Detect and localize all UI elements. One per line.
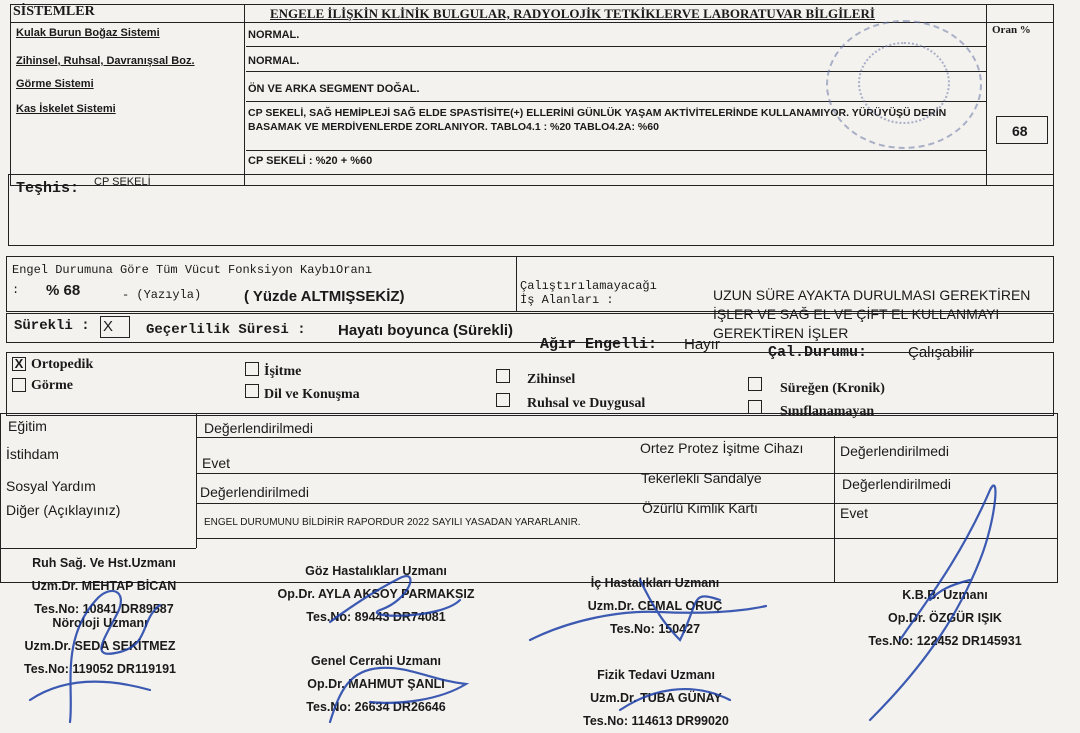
- row-line-4: [246, 150, 986, 151]
- service-value-employment: Evet: [202, 455, 231, 471]
- service-label-employment: İstihdam: [6, 446, 59, 462]
- signature-reg: Tes.No: 26634 DR26646: [306, 700, 446, 714]
- severe-value: Hayır: [684, 336, 720, 353]
- system-name-kbb: Kulak Burun Boğaz Sistemi: [16, 27, 160, 39]
- system-name-musculoskeletal: Kas İskelet Sistemi: [16, 103, 116, 115]
- signature-title: Nöroloji Uzmanı: [52, 616, 148, 630]
- signature-block-kbb: [850, 584, 1040, 653]
- label-siniflanamayan: Sınıflanamayan: [780, 404, 875, 419]
- loss-words: ( Yüzde ALTMIŞSEKİZ): [244, 288, 405, 305]
- signature-reg: Tes.No: 10841 DR89587: [34, 602, 174, 616]
- finding-kbb: NORMAL.: [248, 29, 300, 41]
- label-suregen: Süreğen (Kronik): [780, 381, 885, 396]
- cp-summary: CP SEKELİ : %20 + %60: [248, 155, 373, 167]
- unworkable-label-2: İş Alanları :: [520, 293, 614, 307]
- checkbox-ruhsal[interactable]: [496, 393, 510, 407]
- service-value-education: Değerlendirilmedi: [204, 420, 313, 436]
- validity-value: Hayatı boyunca (Sürekli): [338, 322, 514, 339]
- aids-divider: [834, 436, 835, 583]
- signature-block-physical: [566, 664, 746, 733]
- loss-dash-words: - (Yazıyla): [122, 288, 202, 302]
- services-line-3: [196, 503, 1058, 504]
- loss-label: Engel Durumuna Göre Tüm Vücut Fonksiyon KaybıOranı: [12, 263, 373, 277]
- checkbox-ortopedik[interactable]: X: [12, 357, 26, 371]
- work-value: Çalışabilir: [908, 344, 974, 361]
- official-stamp-inner: [858, 42, 950, 124]
- finding-vision: ÖN VE ARKA SEGMENT DOĞAL.: [248, 83, 420, 95]
- aid-label-orthosis: Ortez Protez İşitme Cihazı: [640, 440, 804, 456]
- signature-name: Uzm.Dr. TUBA GÜNAY: [590, 691, 722, 705]
- system-name-psych: Zihinsel, Ruhsal, Davranışsal Boz.: [16, 55, 195, 67]
- service-label-education: Eğitim: [8, 418, 47, 434]
- aid-value-idcard: Evet: [840, 505, 869, 521]
- aid-value-wheelchair: Değerlendirilmedi: [842, 476, 951, 492]
- signature-title: Fizik Tedavi Uzmanı: [597, 668, 715, 682]
- unworkable-value: UZUN SÜRE AYAKTA DURULMASI GEREKTİREN İŞLER VE SAĞ EL VE ÇİFT EL KULLANMAYI GEREKTİREN İŞLER: [713, 287, 1031, 341]
- checkbox-siniflanamayan[interactable]: [748, 400, 762, 414]
- label-ortopedik: Ortopedik: [31, 357, 94, 372]
- checkbox-dil[interactable]: [245, 384, 259, 398]
- finding-musculoskeletal: CP SEKELİ, SAĞ HEMİPLEJİ SAĞ ELDE SPASTİSİTE(+) ELLERİNİ GÜNLÜK YAŞAM AKTİVİTELERİNDE KULLANAMIYOR. YÜRÜYÜŞÜ DERİN BASAMAK VE MERDİVENLERDE ZORLANIYOR. TABLO4.1 : %20 TABLO4.2A: %60: [248, 107, 947, 133]
- service-value-social: Değerlendirilmedi: [200, 484, 309, 500]
- scribble-neurology: [30, 682, 150, 700]
- findings-title: ENGELE İLİŞKİN KLİNİK BULGULAR, RADYOLOJİK TETKİKLERVE LABORATUVAR BİLGİLERİ: [270, 6, 875, 21]
- signature-name: Op.Dr. AYLA AKSOY PARMAKSIZ: [277, 587, 475, 601]
- validity-label: Geçerlilik Süresi :: [146, 322, 306, 338]
- signature-block-ophthalmology: [266, 560, 486, 629]
- signature-title: Ruh Sağ. Ve Hst.Uzmanı: [32, 556, 176, 570]
- signature-reg: Tes.No: 114613 DR99020: [583, 714, 729, 728]
- signature-name: Uzm.Dr. MEHTAP BİCAN: [31, 579, 177, 593]
- label-ruhsal: Ruhsal ve Duygusal: [527, 396, 646, 411]
- signature-title: K.B.B. Uzmanı: [902, 588, 988, 602]
- services-divider: [196, 413, 197, 548]
- signature-reg: Tes.No: 122452 DR145931: [868, 634, 1022, 648]
- loss-divider: [516, 256, 517, 312]
- signature-block-neurology: [0, 612, 200, 681]
- work-label: Çal.Durumu:: [768, 344, 868, 361]
- permanent-mark: X: [103, 318, 114, 335]
- signature-reg: Tes.No: 89443 DR74081: [306, 610, 446, 624]
- services-line-5: [0, 548, 196, 549]
- aid-label-idcard: Özürlü Kimlik Kartı: [642, 500, 758, 516]
- signature-block-internal: [570, 572, 740, 641]
- checkbox-gorme[interactable]: [12, 378, 26, 392]
- signature-reg: Tes.No: 150427: [609, 622, 701, 636]
- label-isitme: İşitme: [264, 364, 302, 379]
- diagnosis-box: [8, 174, 1054, 246]
- checkbox-suregen[interactable]: [748, 377, 762, 391]
- signature-title: Göz Hastalıkları Uzmanı: [305, 564, 447, 578]
- checkbox-isitme[interactable]: [245, 362, 259, 376]
- finding-psych: NORMAL.: [248, 55, 300, 67]
- signature-title: Genel Cerrahi Uzmanı: [311, 654, 441, 668]
- label-zihinsel: Zihinsel: [527, 372, 576, 387]
- service-label-other: Diğer (Açıklayınız): [6, 502, 121, 518]
- checkbox-zihinsel[interactable]: [496, 369, 510, 383]
- permanent-label: Sürekli :: [14, 318, 90, 334]
- aid-value-orthosis: Değerlendirilmedi: [840, 443, 949, 459]
- diagnosis-label: Teşhis:: [16, 180, 80, 197]
- service-label-social: Sosyal Yardım: [6, 478, 96, 494]
- rate-title: Oran %: [992, 24, 1031, 36]
- services-line-4: [196, 538, 1058, 539]
- rate-divider: [986, 4, 987, 186]
- signature-name: Op.Dr. ÖZGÜR IŞIK: [888, 611, 1002, 625]
- label-dil: Dil ve Konuşma: [264, 387, 360, 402]
- signature-reg: Tes.No: 119052 DR119191: [24, 662, 176, 676]
- system-name-vision: Görme Sistemi: [16, 78, 94, 90]
- signature-name: Uzm.Dr. CEMAL ORUÇ: [587, 599, 723, 613]
- unworkable-label-1: Çalıştırılamayacağı: [520, 279, 657, 293]
- loss-colon: :: [12, 283, 20, 297]
- label-gorme: Görme: [31, 378, 73, 393]
- signature-block-surgery: [286, 650, 466, 719]
- signature-title: İç Hastalıkları Uzmanı: [590, 576, 720, 590]
- systems-title: SİSTEMLER: [13, 4, 95, 19]
- diagnosis-value: CP SEKELİ: [94, 176, 151, 188]
- signature-name: Uzm.Dr. SEDA SEKİTMEZ: [24, 639, 176, 653]
- findings-divider: [244, 4, 245, 186]
- service-value-other: ENGEL DURUMUNU BİLDİRİR RAPORDUR 2022 SAYILI YASADAN YARARLANIR.: [204, 517, 581, 528]
- services-line-1: [196, 437, 1058, 438]
- loss-value: % 68: [46, 282, 81, 299]
- signature-block-psychiatry: [14, 552, 194, 621]
- system-rate: 68: [1012, 123, 1028, 139]
- severe-label: Ağır Engelli:: [540, 336, 658, 353]
- services-line-2: [196, 473, 1058, 474]
- signature-name: Op.Dr. MAHMUT ŞANLI: [307, 677, 445, 691]
- aid-label-wheelchair: Tekerlekli Sandalye: [641, 470, 762, 486]
